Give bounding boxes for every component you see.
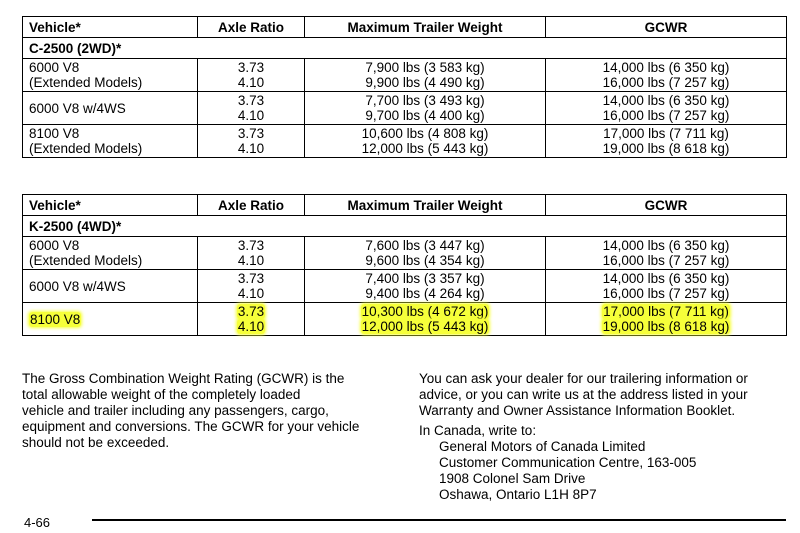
vehicle-line: (Extended Models) <box>29 75 143 90</box>
trailer-weight-cell <box>305 237 546 270</box>
axle-ratio-value: 4.10 <box>237 108 265 123</box>
axle-ratio-value: 4.10 <box>237 75 265 90</box>
header-max-trailer-weight: Maximum Trailer Weight <box>305 17 546 38</box>
axle-ratio-cell <box>198 237 305 270</box>
header-vehicle: Vehicle* <box>23 195 198 216</box>
trailer-weight-value: 7,600 lbs (3 447 kg) <box>365 238 485 253</box>
trailer-weight-value: 9,400 lbs (4 264 kg) <box>365 286 485 301</box>
vehicle-cell <box>23 59 198 92</box>
axle-ratio-value: 4.10 <box>237 141 265 156</box>
gcwr-value: 16,000 lbs (7 257 kg) <box>602 286 730 301</box>
highlight-mark: 17,000 lbs (7 711 kg) <box>603 304 729 319</box>
trailer-weight-value: 9,900 lbs (4 490 kg) <box>365 75 485 90</box>
axle-ratio-value: 3.73 <box>237 271 265 286</box>
gcwr-cell <box>546 59 787 92</box>
page-number: 4-66 <box>24 515 51 530</box>
axle-ratio-value <box>204 304 298 319</box>
trailer-weight-value <box>311 319 539 334</box>
trailer-weight-cell <box>305 270 546 303</box>
canada-intro <box>419 423 536 439</box>
paragraph-line: total allowable weight of the completely loaded <box>22 387 301 402</box>
gcwr-value: 16,000 lbs (7 257 kg) <box>602 253 730 268</box>
trailer-weight-value <box>311 304 539 319</box>
trailer-weight-cell <box>305 92 546 125</box>
header-row <box>23 195 787 216</box>
trailer-weight-value: 7,400 lbs (3 357 kg) <box>365 271 485 286</box>
highlight-mark: 12,000 lbs (5 443 kg) <box>361 319 489 334</box>
trailer-weight-value: 9,700 lbs (4 400 kg) <box>365 108 485 123</box>
vehicle-cell <box>23 303 198 336</box>
trailer-weight-value: 12,000 lbs (5 443 kg) <box>361 141 489 156</box>
gcwr-value: 16,000 lbs (7 257 kg) <box>602 75 730 90</box>
axle-ratio-value: 4.10 <box>237 253 265 268</box>
table-row-highlighted <box>23 303 787 336</box>
header-row <box>23 17 787 38</box>
dealer-advice-paragraph <box>419 371 789 419</box>
group-label: K-2500 (4WD)* <box>23 216 787 237</box>
gcwr-value: 14,000 lbs (6 350 kg) <box>602 271 730 286</box>
gcwr-value: 14,000 lbs (6 350 kg) <box>602 93 730 108</box>
table-row <box>23 125 787 158</box>
header-max-trailer-weight: Maximum Trailer Weight <box>305 195 546 216</box>
gcwr-value <box>552 304 780 319</box>
table-row <box>23 92 787 125</box>
trailer-weight-cell <box>305 59 546 92</box>
vehicle-line: 6000 V8 w/4WS <box>29 100 126 116</box>
mailing-address <box>439 439 696 503</box>
gcwr-value: 14,000 lbs (6 350 kg) <box>602 60 730 75</box>
trailer-weight-value: 7,700 lbs (3 493 kg) <box>365 93 485 108</box>
header-axle-ratio: Axle Ratio <box>198 17 305 38</box>
group-row <box>23 38 787 59</box>
axle-ratio-cell <box>198 92 305 125</box>
axle-ratio-value: 3.73 <box>237 60 265 75</box>
gcwr-value: 19,000 lbs (8 618 kg) <box>602 141 730 156</box>
vehicle-cell <box>23 270 198 303</box>
gcwr-cell <box>546 303 787 336</box>
canada-intro-text: In Canada, write to: <box>419 423 537 438</box>
address-line: General Motors of Canada Limited <box>439 439 646 454</box>
vehicle-cell <box>23 125 198 158</box>
trailer-weight-cell <box>305 125 546 158</box>
paragraph-line: vehicle and trailer including any passengers, cargo, <box>22 403 329 418</box>
header-vehicle: Vehicle* <box>23 17 198 38</box>
gcwr-value: 16,000 lbs (7 257 kg) <box>602 108 730 123</box>
header-axle-ratio: Axle Ratio <box>198 195 305 216</box>
vehicle-line <box>29 312 191 327</box>
spec-table-c2500 <box>22 16 787 158</box>
paragraph-line: The Gross Combination Weight Rating (GCWR) is the <box>22 371 345 386</box>
axle-ratio-value: 4.10 <box>237 286 265 301</box>
address-line: Customer Communication Centre, 163-005 <box>439 455 697 470</box>
axle-ratio-value: 3.73 <box>237 238 265 253</box>
highlight-mark: 10,300 lbs (4 672 kg) <box>361 304 489 319</box>
table-row <box>23 270 787 303</box>
header-gcwr: GCWR <box>546 17 787 38</box>
trailer-weight-value: 7,900 lbs (3 583 kg) <box>365 60 485 75</box>
gcwr-value: 17,000 lbs (7 711 kg) <box>603 126 729 141</box>
vehicle-cell <box>23 92 198 125</box>
vehicle-line: (Extended Models) <box>29 141 143 156</box>
axle-ratio-cell <box>198 270 305 303</box>
address-line: Oshawa, Ontario L1H 8P7 <box>439 487 597 502</box>
paragraph-line: should not be exceeded. <box>22 435 170 450</box>
vehicle-line: 6000 V8 w/4WS <box>29 278 126 294</box>
trailer-weight-value: 10,600 lbs (4 808 kg) <box>361 126 489 141</box>
paragraph-line: advice, or you can write us at the address listed in your <box>419 387 748 402</box>
address-line: 1908 Colonel Sam Drive <box>439 471 586 486</box>
vehicle-cell <box>23 237 198 270</box>
axle-ratio-value: 3.73 <box>237 93 265 108</box>
highlight-mark: 8100 V8 <box>30 311 81 327</box>
vehicle-line: (Extended Models) <box>29 253 143 268</box>
trailer-weight-value: 9,600 lbs (4 354 kg) <box>365 253 485 268</box>
vehicle-line: 6000 V8 <box>29 60 80 75</box>
highlight-mark: 3.73 <box>237 304 265 319</box>
gcwr-value <box>552 319 780 334</box>
axle-ratio-cell <box>198 303 305 336</box>
vehicle-line: 8100 V8 <box>29 126 80 141</box>
spec-table-k2500 <box>22 194 787 336</box>
gcwr-cell <box>546 270 787 303</box>
table-row <box>23 59 787 92</box>
axle-ratio-value <box>204 319 298 334</box>
axle-ratio-cell <box>198 125 305 158</box>
trailer-weight-cell <box>305 303 546 336</box>
axle-ratio-cell <box>198 59 305 92</box>
header-gcwr: GCWR <box>546 195 787 216</box>
gcwr-definition-paragraph <box>22 371 407 451</box>
group-label: C-2500 (2WD)* <box>23 38 787 59</box>
gcwr-cell <box>546 92 787 125</box>
paragraph-line: Warranty and Owner Assistance Information Booklet. <box>419 403 736 418</box>
paragraph-line: You can ask your dealer for our trailering information or <box>419 371 748 386</box>
highlight-mark: 19,000 lbs (8 618 kg) <box>602 319 730 334</box>
highlight-mark: 4.10 <box>237 319 265 334</box>
gcwr-cell <box>546 125 787 158</box>
vehicle-line: 6000 V8 <box>29 238 80 253</box>
gcwr-cell <box>546 237 787 270</box>
gcwr-value: 14,000 lbs (6 350 kg) <box>602 238 730 253</box>
footer-rule <box>92 519 786 521</box>
table-row <box>23 237 787 270</box>
group-row <box>23 216 787 237</box>
axle-ratio-value: 3.73 <box>237 126 265 141</box>
paragraph-line: equipment and conversions. The GCWR for your vehicle <box>22 419 360 434</box>
